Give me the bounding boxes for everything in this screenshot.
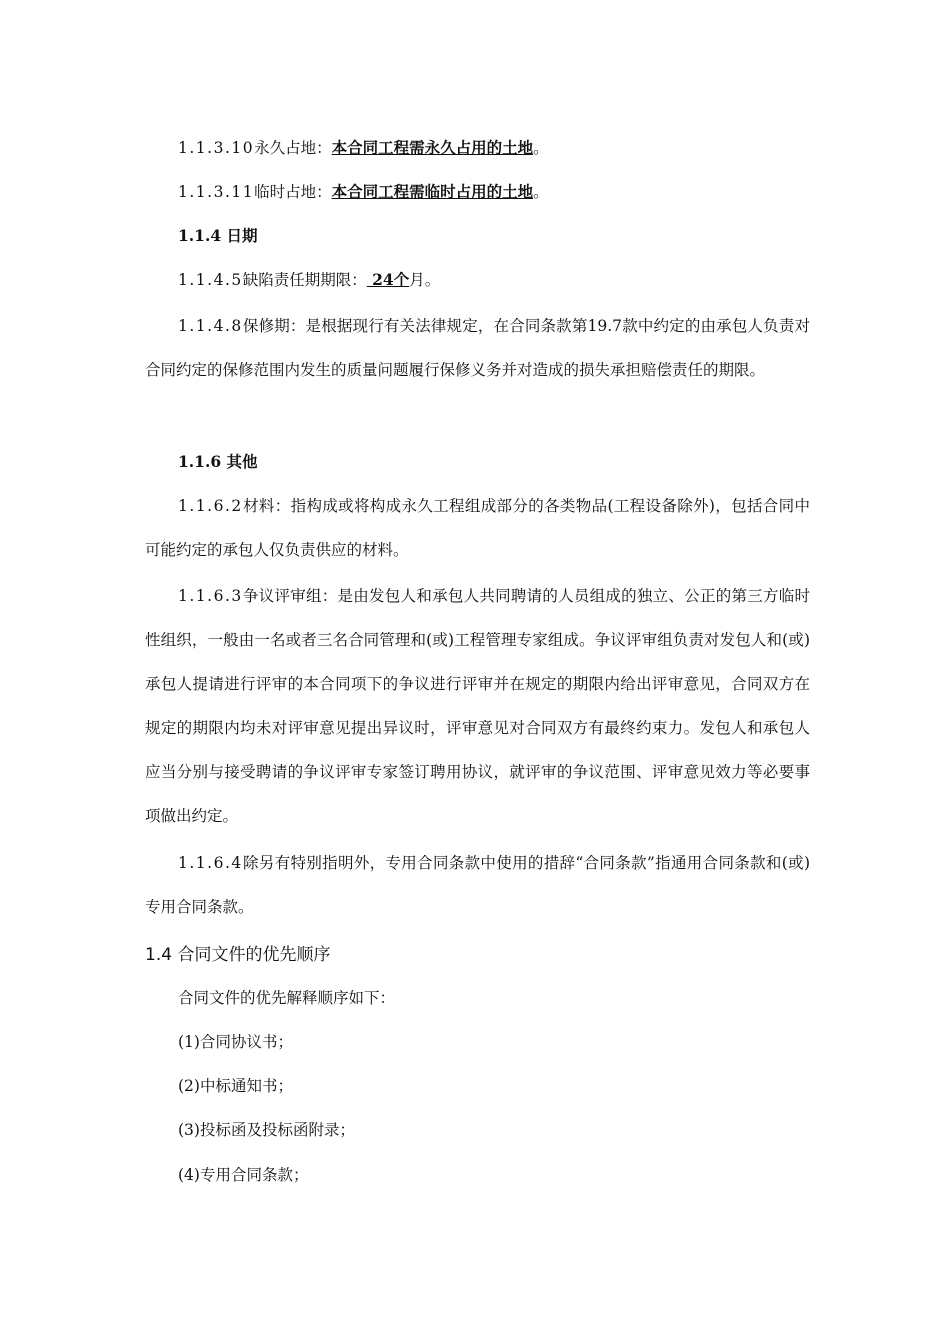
section-heading: 1.4 合同文件的优先顺序 [145, 945, 331, 965]
clause-1-1-4-5: 1.1.4.5缺陷责任期期限： 24个月。 [178, 270, 441, 289]
clause-1-1-3-11: 1.1.3.11临时占地：本合同工程需临时占用的土地。 [178, 182, 549, 201]
list-item: (4)专用合同条款； [178, 1166, 309, 1184]
clause-1-1-6-3: 1.1.6.3争议评审组：是由发包人和承包人共同聘请的人员组成的独立、公正的第三方临时性组织，一般由一名或者三名合同管理和(或)工程管理专家组成。争议评审组负责对发包人和(或)承包人提请进行评审的本合同项下的争议进行评审并在规定的期限内给出评审意见，合同双方在规定的期限内均未对评审意见提出异议时，评审意见对合同双方有最终约束力。发包人和承包人应当分别与接受聘请的争议评审专家签订聘用协议，就评审的争议范围、评审意见效力等必要事项做出约定。 [145, 587, 810, 825]
list-item: (3)投标函及投标函附录； [178, 1121, 355, 1139]
clause-1-1-4-8: 1.1.4.8保修期：是根据现行有关法律规定，在合同条款第19.7款中约定的由承包人负责对合同约定的保修范围内发生的质量问题履行保修义务并对造成的损失承担赔偿责任的期限。 [145, 317, 810, 379]
clause-1-1-6-2: 1.1.6.2材料：指构成或将构成永久工程组成部分的各类物品(工程设备除外)，包括合同中可能约定的承包人仅负责供应的材料。 [145, 497, 810, 559]
section-intro: 合同文件的优先解释顺序如下： [178, 989, 396, 1007]
clause-value: 本合同工程需永久占用的土地 [331, 138, 534, 157]
clause-value: 本合同工程需临时占用的土地 [331, 182, 534, 201]
clause-1-1-3-10: 1.1.3.10永久占地：本合同工程需永久占用的土地。 [178, 138, 549, 157]
clause-1-1-6-4: 1.1.6.4除另有特别指明外，专用合同条款中使用的措辞“合同条款”指通用合同条款和(或)专用合同条款。 [145, 854, 810, 916]
heading-other: 1.1.6 其他 [178, 452, 258, 471]
list-item: (1)合同协议书； [178, 1033, 293, 1051]
heading-dates: 1.1.4 日期 [178, 226, 258, 245]
list-item: (2)中标通知书； [178, 1077, 293, 1095]
clause-value: 24个 [366, 270, 410, 289]
